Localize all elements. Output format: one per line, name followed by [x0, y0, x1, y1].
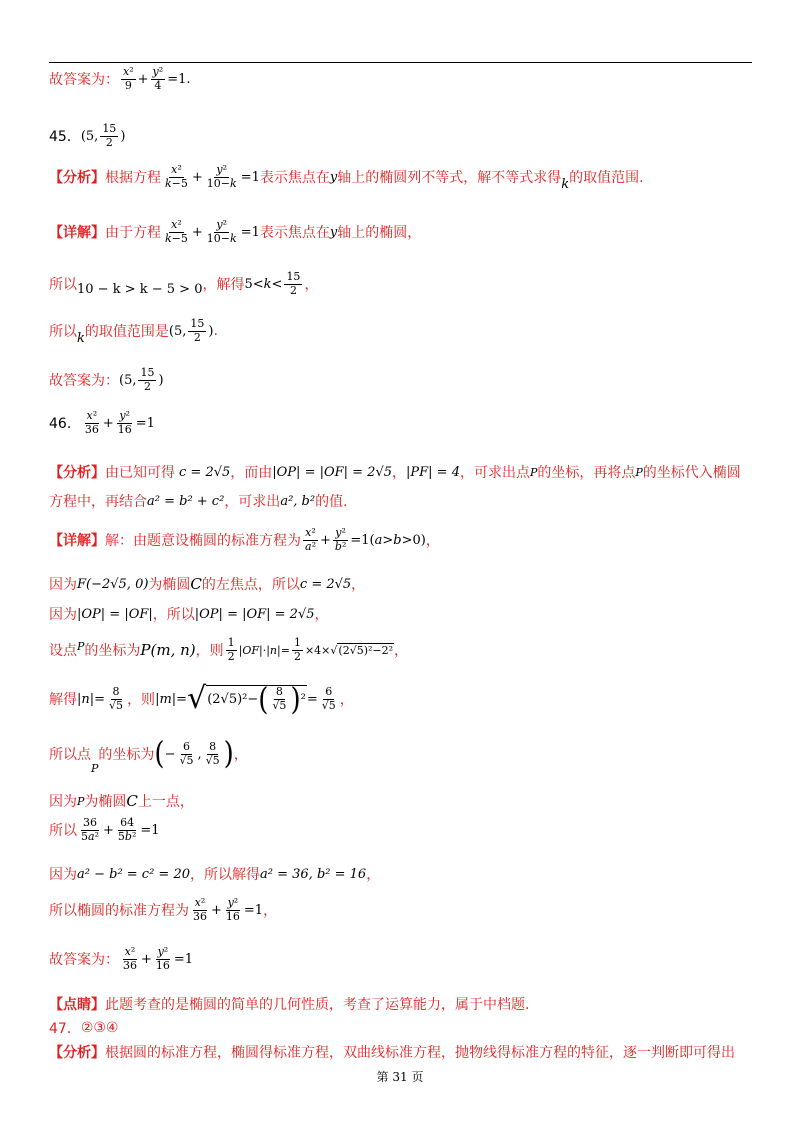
math-area-eq: $\frac{1}{2}$ | OF |·| n |= $\frac{1}{2}$ ×4×√ (2√5)²−2² — [227, 636, 394, 663]
math-ellipse-general: $\frac{\text{x²}}{\text{a²}}$ + $\frac{\text{y²}}{\text{b²}}$ =1( a > b >0) — [305, 526, 426, 553]
text-segment: 的坐标代入椭圆 — [642, 465, 741, 481]
analysis-45 — [49, 164, 644, 190]
math-interval: (5, $\frac{15}{2}$ ) — [119, 366, 164, 393]
math-n-value: | n |= $\frac{8}{√5}$ — [77, 684, 124, 712]
math-interval: (5, $\frac{15}{2}$ ) — [80, 122, 126, 149]
solve-mn-line — [49, 681, 354, 718]
text-segment: ，可求出点 — [459, 465, 530, 481]
answer-label: 故答案为： — [49, 72, 119, 89]
math-expr: a² = 36, b² = 16 — [260, 866, 367, 882]
text-segment: ， — [394, 643, 409, 660]
math-ellipse-eq: $\frac{\text{x²}}{36}$ + $\frac{\text{y²}}{16}$ =1 — [193, 896, 264, 923]
math-var: k — [77, 330, 85, 346]
text-segment: 设点 — [49, 643, 77, 660]
op-of-line — [49, 604, 329, 624]
text-segment: 由已知可得 — [105, 465, 175, 481]
text-segment: ， — [425, 533, 440, 550]
text-segment: 解得 — [49, 692, 77, 708]
text-segment: 由于方程 — [105, 225, 161, 242]
text-segment: ， — [339, 692, 354, 708]
p-on-ellipse — [49, 791, 194, 811]
analysis-47 — [49, 1042, 735, 1062]
math-inequality: 10 − k > k − 5 > 0 — [77, 281, 203, 297]
page-number: 第 31 页 — [376, 1070, 424, 1084]
detail-tag: 【详解】 — [49, 533, 105, 550]
text-segment: ， — [366, 867, 381, 883]
math-var: y — [329, 169, 338, 185]
math-expr: F(−2√5, 0) — [77, 576, 149, 592]
text-segment: 根据圆的标准方程，椭圆得标准方程，双曲线标准方程，抛物线得标准方程的特征，逐一判断即可得出 — [105, 1045, 735, 1061]
math-equation: $\frac{\text{x²}}{k-5}$ + $\frac{\text{y²}}{10-k}$ =1 — [165, 218, 260, 245]
text-segment: 因为 — [49, 867, 77, 883]
point-p-line — [49, 637, 408, 663]
problem-number: 45． — [49, 129, 81, 146]
text-segment: 解：由题意设椭圆的标准方程为 — [105, 533, 301, 550]
text-segment: ， — [233, 747, 248, 764]
math-var: P — [77, 639, 85, 653]
text-segment: 所以点 — [49, 747, 91, 764]
text-segment: ，所以解得 — [190, 867, 261, 883]
math-var: C — [126, 792, 138, 810]
detail-46 — [49, 527, 440, 553]
text-segment: 根据方程 — [105, 170, 161, 187]
text-segment: 因为 — [49, 794, 77, 810]
text-segment: 的值. — [315, 494, 348, 510]
math-ellipse-eq: $\frac{\text{x²}}{36}$ + $\frac{\text{y²}}{16}$ =1 — [123, 945, 194, 972]
answer-label: 故答案为： — [49, 373, 119, 390]
math-ellipse-eq: $\frac{\text{x²}}{9}$ + $\frac{\text{y²}}{4}$ =1. — [123, 65, 191, 92]
math-var: k — [561, 176, 570, 192]
header-rule — [49, 62, 752, 63]
detail-tag: 【详解】 — [49, 225, 105, 242]
comment-46 — [49, 994, 529, 1014]
text-segment: 方程中，再结合 — [49, 494, 147, 510]
text-segment: 轴上的椭圆列不等式，解不等式求得 — [337, 170, 562, 187]
text-segment: 轴上的椭圆， — [337, 225, 422, 242]
text-segment: 因为 — [49, 607, 77, 623]
text-segment: 为椭圆 — [148, 577, 191, 593]
analysis-46-cont — [49, 491, 348, 511]
analysis-tag: 【分析】 — [49, 170, 105, 187]
text-segment: 的取值范围. — [569, 170, 644, 187]
analysis-46 — [49, 462, 741, 482]
text-segment: 的坐标，再将点 — [537, 465, 636, 481]
math-p-coord: ( − $\frac{6}{√5}$ , $\frac{8}{√5}$ ) — [154, 736, 234, 773]
text-segment: 上一点， — [137, 794, 194, 810]
math-substitution: $\frac{36}{\text{5a²}}$ + $\frac{64}{\text{5b²}}$ =1 — [81, 816, 160, 843]
text-segment: ，则 — [195, 643, 224, 660]
problem-45-number — [49, 123, 125, 149]
text-segment: ， — [314, 607, 329, 623]
comment-tag: 【点睛】 — [49, 997, 105, 1013]
text-segment: 所以椭圆的标准方程为 — [49, 903, 189, 920]
p-coord-line — [49, 736, 248, 775]
math-expr: c = 2√5 — [299, 576, 352, 592]
math-expr: a², b² — [280, 493, 316, 509]
standard-eq-line — [49, 897, 277, 923]
math-var: y — [329, 224, 338, 240]
text-segment: 为椭圆 — [84, 794, 127, 810]
text-segment: ， — [351, 577, 366, 593]
text-segment: 的取值范围是 — [84, 324, 169, 341]
math-var: P — [77, 794, 85, 808]
math-expr: a² − b² = c² = 20 — [77, 866, 191, 882]
answer-line-44 — [49, 66, 190, 92]
math-var: P — [635, 465, 643, 479]
math-expr: a² = b² + c² — [147, 493, 225, 509]
answer-line-45 — [49, 367, 164, 393]
math-var: P — [91, 761, 99, 775]
text-segment: 因为 — [49, 577, 77, 593]
math-expr: |OP| = |OF| = 2√5 — [272, 464, 393, 480]
text-segment: 的左焦点，所以 — [201, 577, 300, 593]
text-segment: ，所以 — [152, 607, 195, 623]
text-segment: 所以 — [49, 277, 77, 294]
math-expr: c = 2√5 — [179, 464, 231, 480]
problem-46-number — [49, 410, 155, 436]
text-segment: 所以 — [49, 823, 77, 840]
text-segment: 此题考查的是椭圆的简单的几何性质，考查了运算能力，属于中档题. — [105, 997, 530, 1013]
text-segment: ，而由 — [230, 465, 273, 481]
text-segment: ， — [263, 903, 278, 920]
focus-line — [49, 574, 365, 594]
text-segment: 表示焦点在 — [259, 170, 330, 187]
text-segment: 表示焦点在 — [259, 225, 330, 242]
math-expr: |OP| = |OF| — [77, 606, 153, 622]
substitution-line — [49, 817, 160, 843]
detail-45 — [49, 219, 421, 245]
text-segment: 所以 — [49, 324, 77, 341]
math-var: P — [529, 465, 538, 479]
math-ellipse-eq: $\frac{\text{x²}}{36}$ + $\frac{\text{y²}}{16}$ =1 — [84, 409, 155, 436]
text-segment: ，解得 — [202, 277, 245, 294]
analysis-tag: 【分析】 — [49, 465, 105, 481]
math-equation: $\frac{\text{x²}}{k-5}$ + $\frac{\text{y²}}{10-k}$ =1 — [165, 163, 260, 190]
math-var: C — [190, 575, 202, 593]
math-expr: P(m, n) — [140, 641, 196, 660]
math-inequality-result: 5< k < $\frac{15}{2}$ — [244, 270, 301, 297]
answer-label: 故答案为： — [49, 952, 119, 969]
text-segment: ，可求出 — [224, 494, 281, 510]
math-expr: |OP| = |OF| = 2√5 — [194, 606, 315, 622]
analysis-tag: 【分析】 — [49, 1045, 105, 1061]
text-segment: . — [213, 323, 218, 340]
text-segment: 的坐标为 — [84, 643, 141, 660]
solve-ab-line — [49, 864, 380, 884]
inequality-line — [49, 271, 318, 297]
text-segment: ， — [304, 277, 319, 294]
problem-number: 46． — [49, 416, 81, 433]
text-segment: ， — [392, 465, 407, 481]
text-segment: ，则 — [127, 692, 156, 708]
text-segment: 的坐标为 — [98, 747, 155, 764]
problem-answer: ②③④ — [80, 1020, 119, 1036]
problem-47-number — [49, 1018, 118, 1038]
math-expr: |PF| = 4 — [406, 464, 460, 480]
math-interval: (5, $\frac{15}{2}$ ) — [168, 317, 214, 344]
math-m-value: | m |= √ (2√5)²− ( $\frac{8}{√5}$ ) ² = $\frac{6}{√5}$ — [155, 681, 336, 718]
answer-line-46 — [49, 946, 193, 972]
range-line — [49, 318, 218, 344]
problem-number: 47． — [49, 1021, 81, 1037]
